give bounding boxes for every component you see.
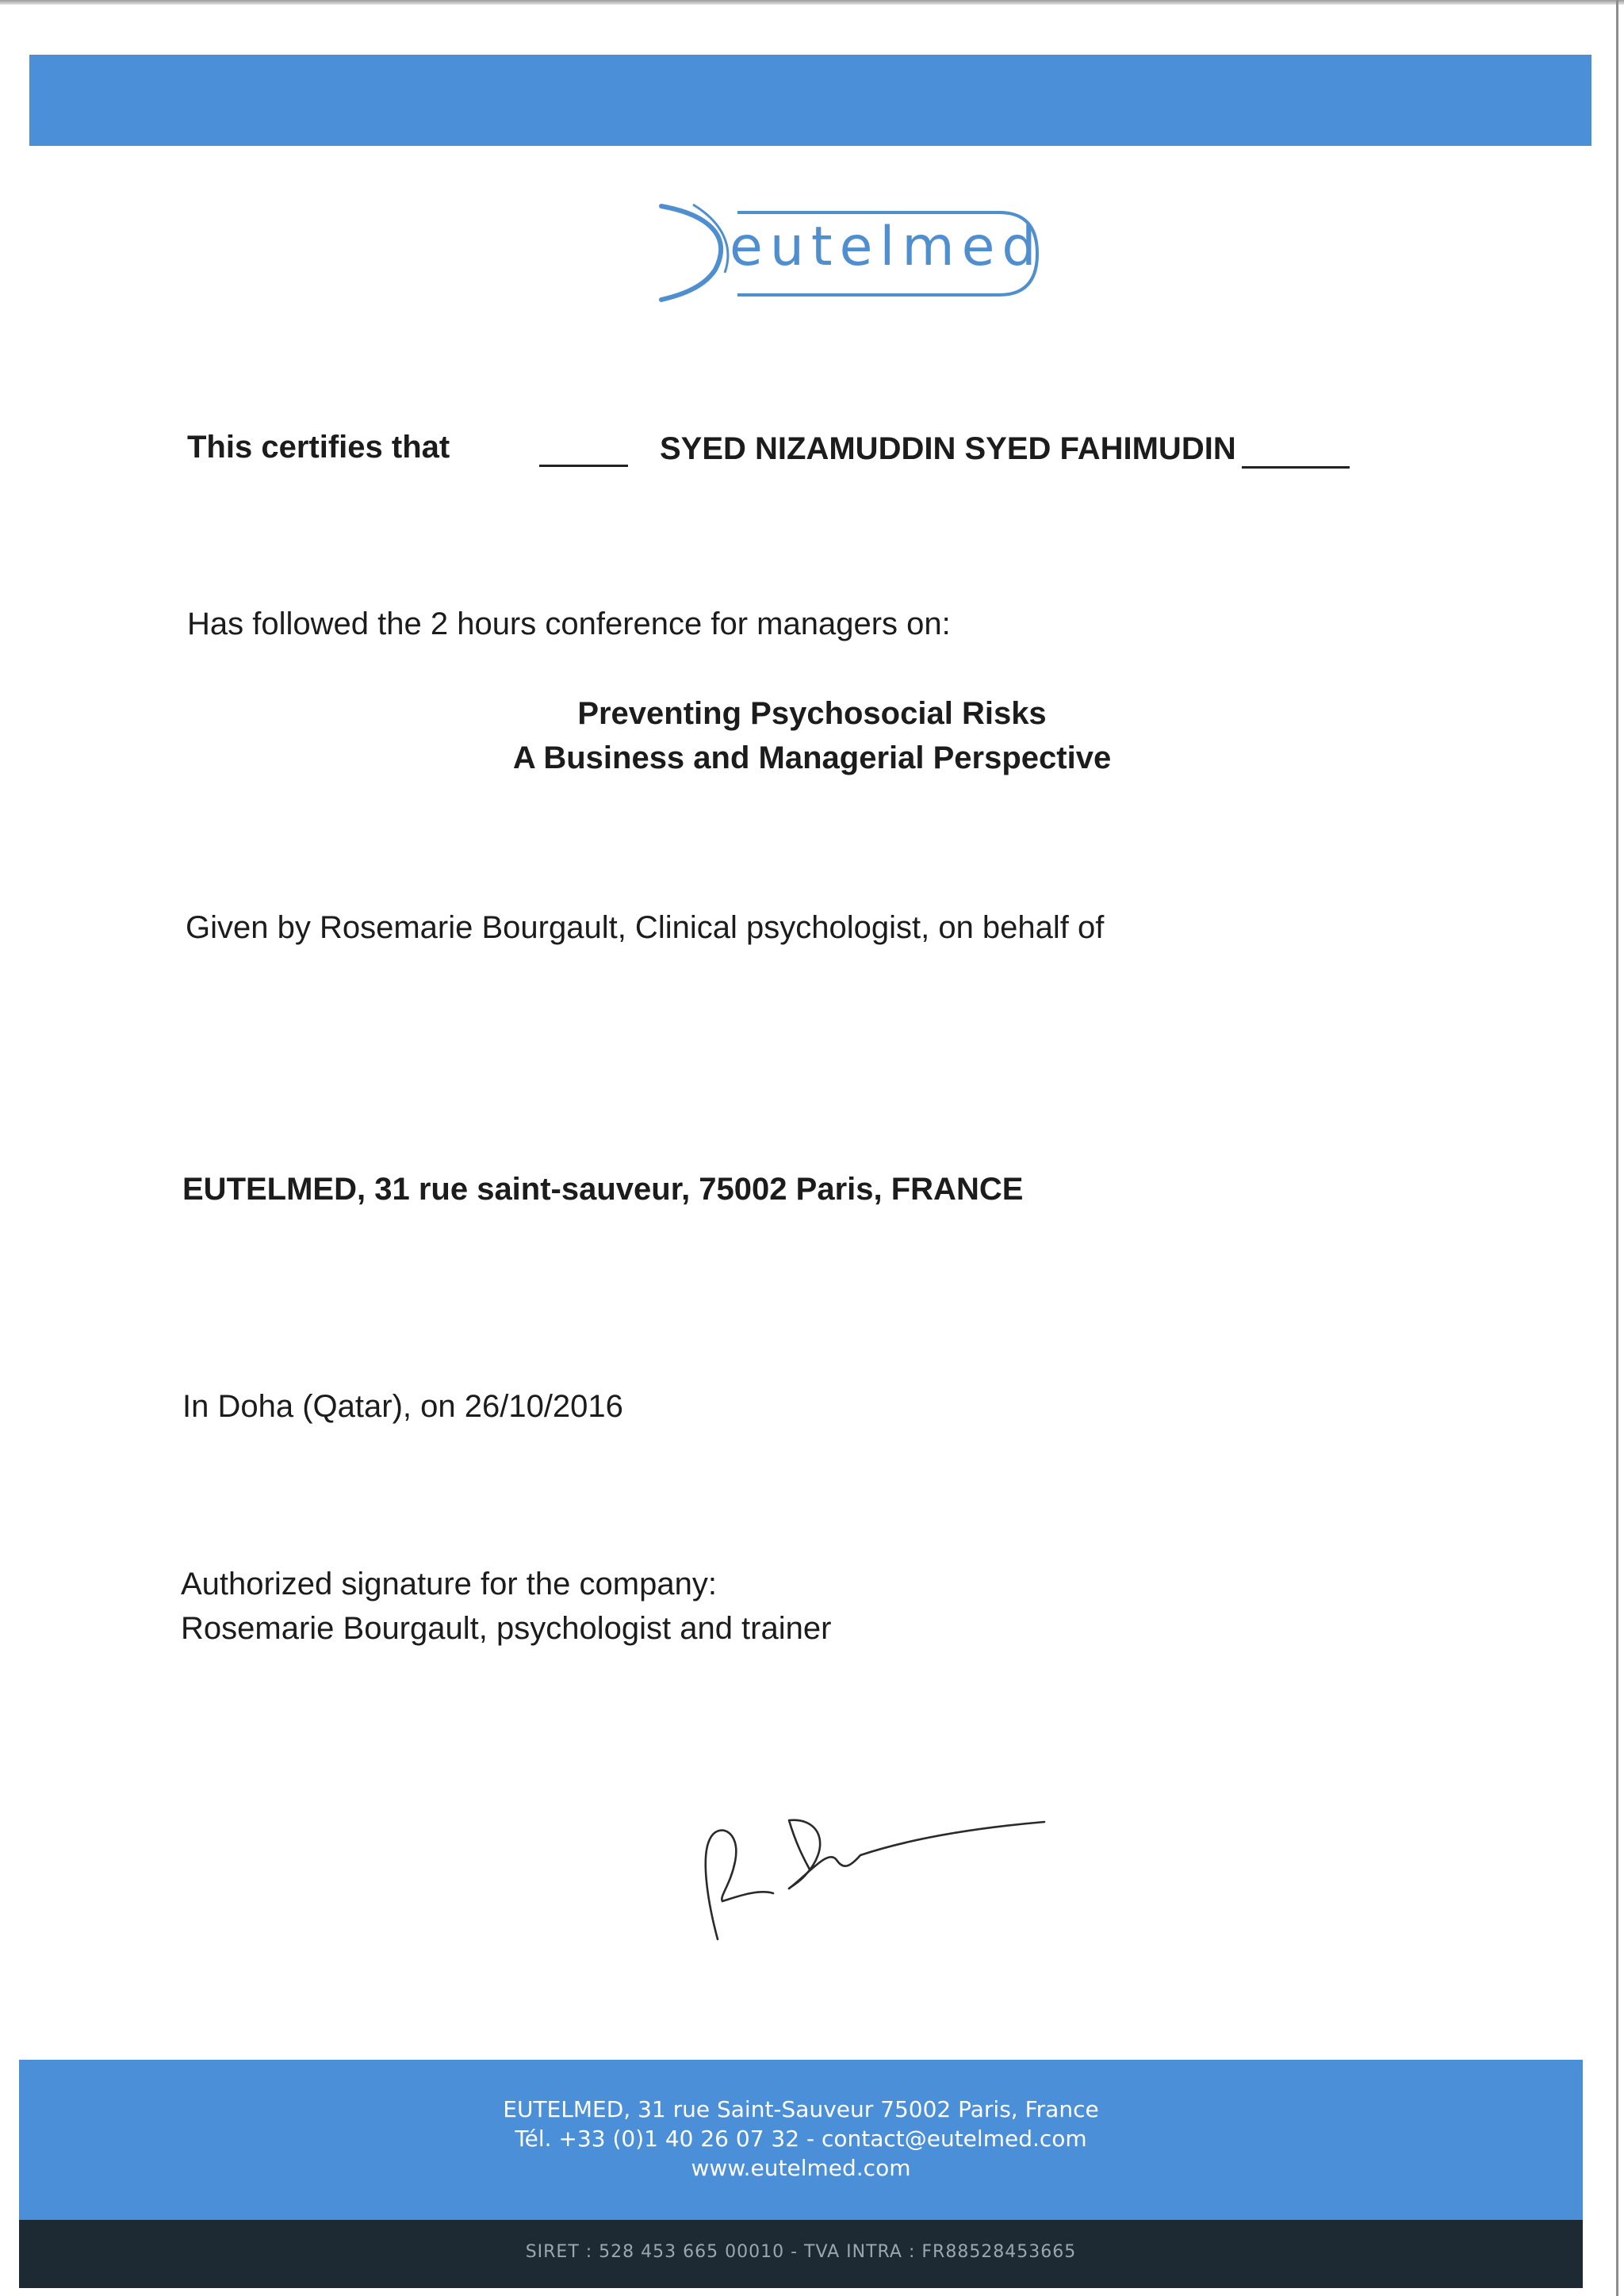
name-underline-left <box>539 465 628 467</box>
course-title-line2: A Business and Managerial Perspective <box>512 740 1112 775</box>
organization-address: EUTELMED, 31 rue saint-sauveur, 75002 Paris, FRANCE <box>182 1172 1024 1207</box>
course-title <box>416 691 1208 780</box>
footer-band <box>19 2060 1583 2220</box>
eutelmed-logo <box>658 198 1044 309</box>
name-underline-right <box>1242 466 1350 469</box>
footer-contact: Tél. +33 (0)1 40 26 07 32 - contact@eutelmed.com <box>515 2126 1087 2152</box>
conference-line: Has followed the 2 hours conference for managers on: <box>187 607 951 641</box>
footer-address: EUTELMED, 31 rue Saint-Sauveur 75002 Paris, France <box>503 2096 1099 2122</box>
place-and-date: In Doha (Qatar), on 26/10/2016 <box>182 1389 623 1424</box>
course-title-line1: Preventing Psychosocial Risks <box>577 696 1047 731</box>
given-by-line: Given by Rosemarie Bourgault, Clinical psychologist, on behalf of <box>186 910 1105 945</box>
signatory-name: Rosemarie Bourgault, psychologist and trainer <box>181 1611 832 1646</box>
footer-registration: SIRET : 528 453 665 00010 - TVA INTRA : FR88528453665 <box>525 2242 1077 2262</box>
certifies-label: This certifies that <box>187 430 450 465</box>
scan-top-edge <box>0 0 1624 5</box>
header-band <box>29 55 1591 146</box>
scan-right-edge <box>1616 0 1618 2296</box>
footer-website: www.eutelmed.com <box>691 2155 911 2181</box>
authorization-block <box>181 1562 831 1651</box>
authorization-label: Authorized signature for the company: <box>181 1567 717 1601</box>
recipient-name: SYED NIZAMUDDIN SYED FAHIMUDIN <box>660 431 1236 466</box>
footer-contact-block <box>19 2095 1583 2183</box>
signature <box>670 1800 1051 1942</box>
logo-wordmark: eutelmed <box>730 216 1044 278</box>
footer-registration-band <box>19 2220 1583 2288</box>
handwritten-signature-icon <box>670 1800 1051 1942</box>
